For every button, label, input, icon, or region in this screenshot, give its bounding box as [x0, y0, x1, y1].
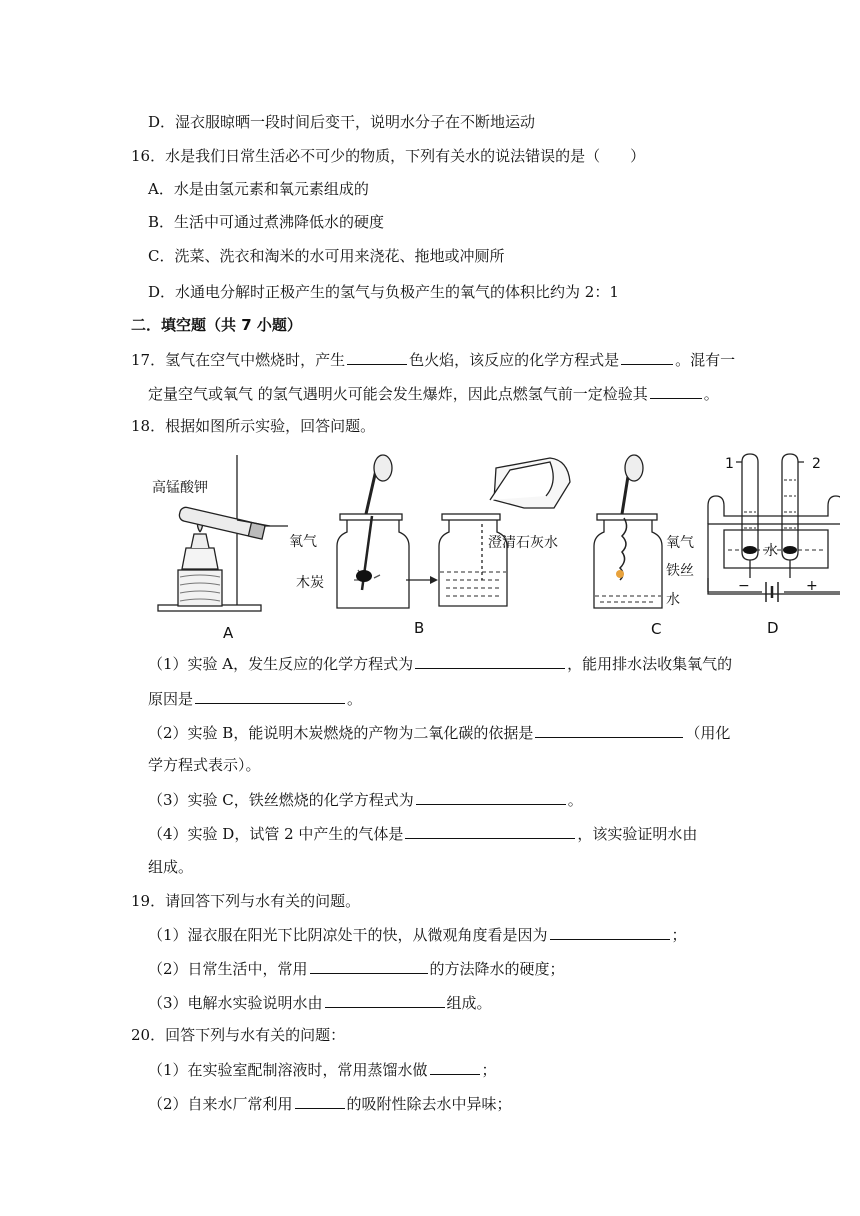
setup-b [337, 455, 409, 608]
q18-part4-line1 [148, 823, 697, 844]
q18-stem: 18．根据如图所示实验，回答问题。 [131, 417, 376, 435]
q19-stem: 19．请回答下列与水有关的问题。 [131, 892, 361, 910]
q18-1-blank-reason[interactable] [195, 688, 345, 704]
label-water-d: 水 [764, 543, 778, 559]
q20-2-text-2: 的吸附性除去水中异味； [346, 1095, 512, 1113]
section-heading: 二．填空题（共 7 小题） [131, 316, 302, 334]
q18-part4-line2: 组成。 [148, 858, 194, 876]
setup-a [158, 455, 288, 611]
q18-2-text-2: （用化 [685, 724, 731, 742]
q17-line2 [148, 383, 719, 404]
q15-option-d: D．湿衣服晾晒一段时间后变干，说明水分子在不断地运动 [148, 113, 536, 131]
setup-d [708, 454, 840, 602]
experiment-figure [140, 440, 840, 640]
q16-option-a: A．水是由氢元素和氧元素组成的 [148, 180, 369, 198]
charcoal-lump [356, 570, 372, 582]
q18-3-blank-equation[interactable] [416, 789, 566, 805]
setup-limewater [439, 458, 570, 606]
q18-1-text-4: 。 [347, 690, 363, 708]
label-water-c: 水 [666, 592, 680, 608]
q19-3-text-2: 组成。 [446, 994, 492, 1012]
q17-line1 [131, 349, 735, 370]
label-charcoal: 木炭 [296, 575, 324, 591]
q18-3-text-2: 。 [567, 791, 583, 809]
q20-1-text-2: ； [481, 1061, 497, 1079]
q17-text-1: 17．氢气在空气中燃烧时，产生 [131, 351, 346, 369]
electrode-2 [783, 546, 797, 554]
q18-4-text-2: ，该实验证明水由 [577, 825, 698, 843]
q19-part1 [148, 924, 687, 945]
q18-1-text-1: （1）实验 A，发生反应的化学方程式为 [148, 655, 414, 673]
caption-d: D [767, 619, 779, 637]
q20-1-text-1: （1）在实验室配制溶液时，常用蒸馏水做 [148, 1061, 428, 1079]
q17-text-2: 色火焰，该反应的化学方程式是 [409, 351, 620, 369]
q19-3-text-1: （3）电解水实验说明水由 [148, 994, 323, 1012]
q17-text-4: 定量空气或氧气 的氢气遇明火可能会发生爆炸，因此点燃氢气前一定检验其 [148, 385, 648, 403]
q18-1-blank-equation[interactable] [415, 653, 565, 669]
q18-part1-line2 [148, 688, 362, 709]
q19-part2 [148, 958, 565, 979]
arrow-head [430, 576, 438, 584]
q16-stem: 16．水是我们日常生活必不可少的物质，下列有关水的说法错误的是（ ） [131, 147, 646, 165]
q20-part2 [148, 1093, 512, 1114]
label-kmno4: 高锰酸钾 [152, 480, 208, 496]
label-oxygen-c: 氧气 [666, 535, 694, 551]
q19-3-blank[interactable] [325, 992, 445, 1008]
q17-blank-equation[interactable] [621, 349, 673, 365]
label-plus: + [806, 578, 818, 594]
q16-option-d: D．水通电分解时正极产生的氢气与负极产生的氧气的体积比约为 2：1 [148, 283, 619, 301]
label-minus: − [738, 578, 750, 594]
q18-part2-line1 [148, 722, 730, 743]
q18-1-text-2: ，能用排水法收集氧气的 [567, 655, 733, 673]
q19-2-text-2: 的方法降水的硬度； [429, 960, 565, 978]
q20-1-blank[interactable] [430, 1059, 480, 1075]
q17-blank-purity[interactable] [650, 383, 702, 399]
q18-part3 [148, 789, 583, 810]
q18-part1-line1 [148, 653, 732, 674]
label-tube-1: 1 [725, 456, 734, 472]
spark-flame [616, 570, 624, 578]
q20-stem: 20．回答下列与水有关的问题： [131, 1026, 346, 1044]
q17-text-5: 。 [703, 385, 719, 403]
q19-1-blank[interactable] [550, 924, 670, 940]
q19-2-text-1: （2）日常生活中，常用 [148, 960, 308, 978]
setup-c [594, 455, 662, 608]
q17-blank-color[interactable] [347, 349, 407, 365]
q18-2-blank-equation[interactable] [535, 722, 683, 738]
q18-part2-line2: 学方程式表示）。 [148, 756, 261, 774]
electrode-1 [743, 546, 757, 554]
caption-b: B [414, 619, 425, 637]
label-iron-wire: 铁丝 [666, 563, 694, 579]
q18-4-blank-gas[interactable] [405, 823, 575, 839]
q19-1-text-1: （1）湿衣服在阳光下比阴凉处干的快，从微观角度看是因为 [148, 926, 548, 944]
q18-1-text-3: 原因是 [148, 690, 194, 708]
q19-part3 [148, 992, 492, 1013]
caption-a: A [223, 624, 234, 640]
q18-4-text-1: （4）实验 D，试管 2 中产生的气体是 [148, 825, 404, 843]
label-limewater: 澄清石灰水 [488, 535, 558, 551]
q16-option-b: B．生活中可通过煮沸降低水的硬度 [148, 213, 385, 231]
q17-text-3: 。混有一 [675, 351, 736, 369]
q18-3-text-1: （3）实验 C，铁丝燃烧的化学方程式为 [148, 791, 414, 809]
caption-c: C [651, 620, 662, 638]
label-tube-2: 2 [812, 456, 821, 472]
label-oxygen-b: 氧气 [289, 534, 317, 550]
q19-2-blank[interactable] [310, 958, 428, 974]
q18-2-text-1: （2）实验 B，能说明木炭燃烧的产物为二氧化碳的依据是 [148, 724, 534, 742]
q20-2-text-1: （2）自来水厂常利用 [148, 1095, 293, 1113]
q19-1-text-2: ； [671, 926, 687, 944]
q20-2-blank[interactable] [295, 1093, 345, 1109]
q20-part1 [148, 1059, 497, 1080]
q16-option-c: C．洗菜、洗衣和淘米的水可用来浇花、拖地或冲厕所 [148, 247, 505, 265]
